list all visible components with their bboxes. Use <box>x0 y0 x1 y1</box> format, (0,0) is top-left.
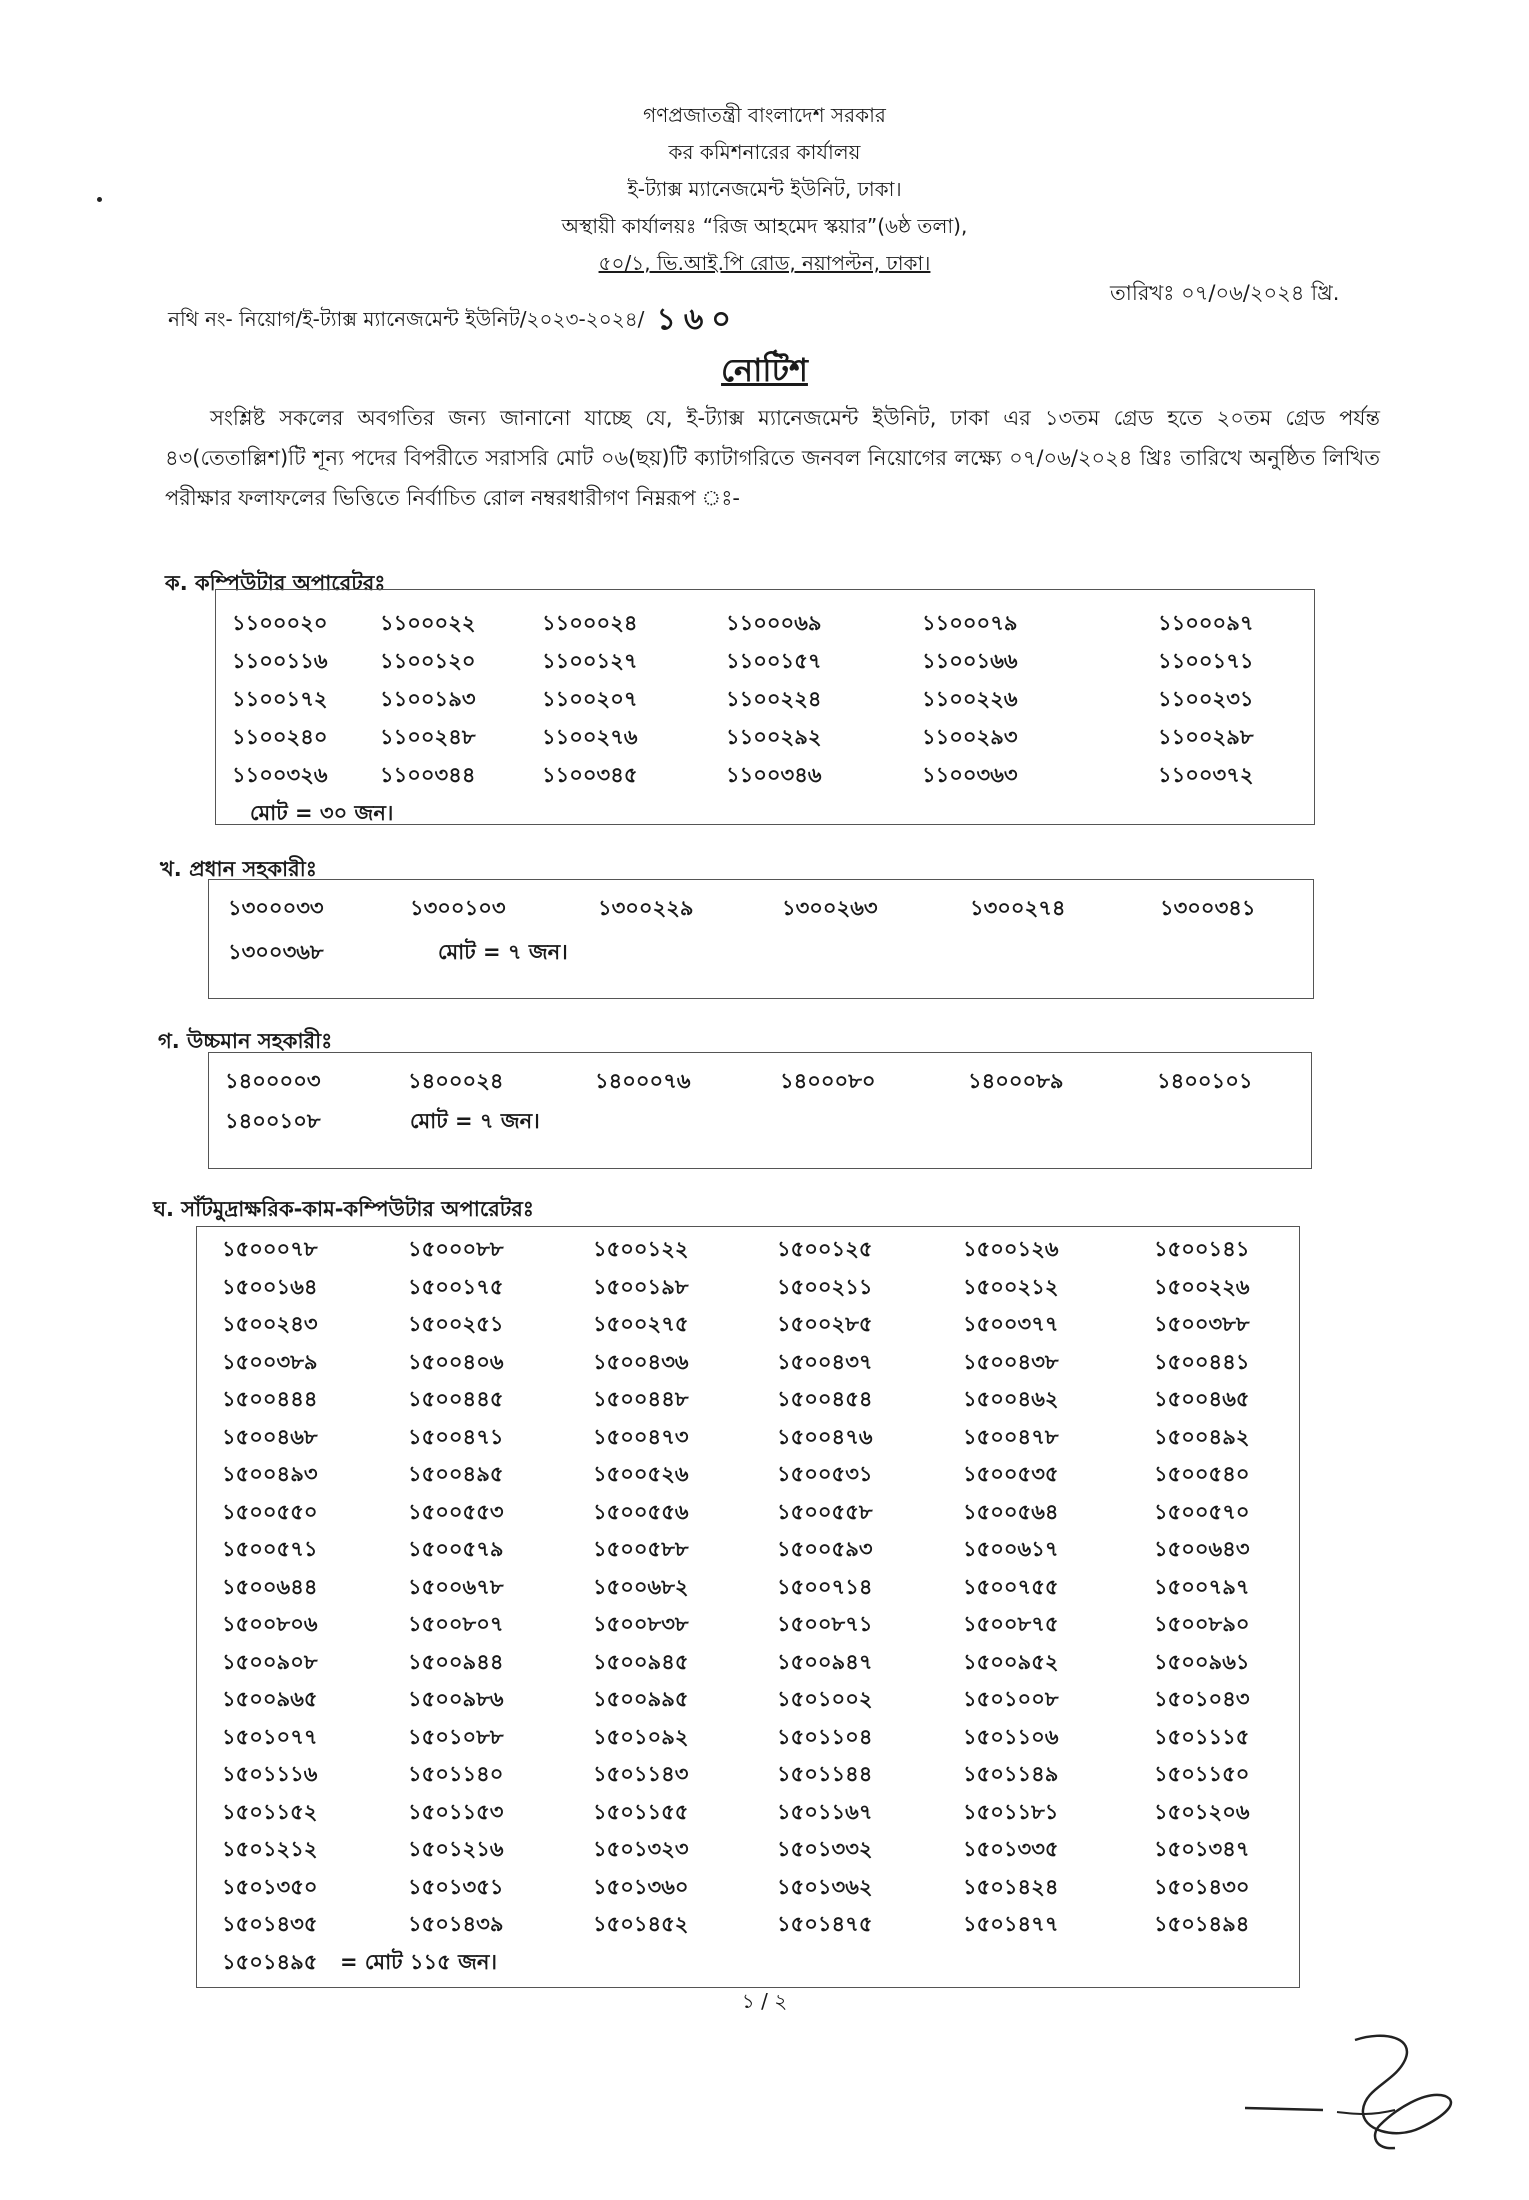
roll-number: ১৩০০০৩৩ <box>228 896 324 920</box>
roll-number: ১৫০০২৮৫ <box>777 1312 873 1336</box>
roll-number: ১৫০০৫৩১ <box>777 1462 873 1486</box>
header-line-4: অস্থায়ী কার্যালয়ঃ “রিজ আহমেদ স্কয়ার”(৬ষ্ঠ তলা), <box>561 214 968 238</box>
roll-number: ১৫০০৪৬২ <box>963 1387 1059 1411</box>
roll-number: ১৫০০৬৪৪ <box>222 1574 318 1599</box>
roll-number: ১৫০১৩৩২ <box>777 1837 873 1861</box>
roll-number: ১৫০০৭১৪ <box>777 1574 873 1599</box>
roll-number: ১৫০০৩৮৮ <box>1154 1312 1250 1336</box>
roll-number: ১১০০১৬৬ <box>922 649 1018 673</box>
roll-number: ১৫০১৪৭৫ <box>777 1912 873 1936</box>
roll-number: ১৫০০৯৪৭ <box>777 1649 873 1674</box>
roll-number: ১৫০১১১৬ <box>222 1762 318 1786</box>
page-number: ১ / ২ <box>741 1989 788 2013</box>
roll-number: ১৫০১১৪০ <box>408 1762 504 1786</box>
roll-number: ১১০০৩৪৬ <box>726 763 822 787</box>
roll-number: ১৫০০২৫১ <box>408 1312 504 1336</box>
roll-number: ১৫০০৪৪৪ <box>222 1387 318 1411</box>
roll-number: ১৫০১১৫৫ <box>593 1799 689 1824</box>
roll-number: ১৫০০৯৬৫ <box>222 1687 318 1711</box>
roll-number: ১৫০১১৬৭ <box>777 1799 873 1824</box>
roll-number: ১৪০০০০৩ <box>225 1069 321 1093</box>
roll-number: ১৫০০৪৩৮ <box>963 1349 1059 1374</box>
roll-number: ১৫০১১৮১ <box>963 1799 1059 1824</box>
header-line-3: ই-ট্যাক্স ম্যানেজমেন্ট ইউনিট, ঢাকা। <box>627 177 902 201</box>
roll-number: ১১০০২৪৮ <box>380 725 476 749</box>
roll-number: ১৫০০৪৫৪ <box>777 1387 873 1411</box>
section-title-head-assistant: খ. প্রধান সহকারীঃ <box>160 857 317 881</box>
roll-number: ১৫০০৬৮২ <box>593 1574 689 1599</box>
roll-number: ১৫০০৮৯০ <box>1154 1612 1250 1636</box>
roll-number: ১৫০০৪৪১ <box>1154 1349 1250 1374</box>
stray-dot <box>97 197 102 202</box>
roll-number: ১৫০০১২৬ <box>963 1237 1059 1261</box>
roll-number: ১৫০১১৫০ <box>1154 1762 1250 1786</box>
roll-number: ১৫০০৫৮৮ <box>593 1537 689 1561</box>
roll-number: ১৫০০৩৭৭ <box>963 1312 1059 1336</box>
roll-number: ১৫০১০০৮ <box>963 1687 1059 1711</box>
memo-prefix: নথি নং- নিয়োগ/ই-ট্যাক্স ম্যানেজমেন্ট ইউনিট/২০২৩-২০২৪/ <box>168 307 645 331</box>
roll-box-stenographer <box>196 1226 1300 1988</box>
address-text: ৫০/১, ভি.আই.পি রোড, নয়াপল্টন, ঢাকা। <box>598 251 931 275</box>
roll-number: ১৫০১৩৬০ <box>593 1874 689 1899</box>
roll-number: ১৫০০০৭৮ <box>222 1237 318 1261</box>
roll-number: ১৩০০২২৯ <box>598 896 694 920</box>
roll-number: ১৫০০৮৩৮ <box>593 1612 689 1636</box>
roll-number: ১৪০০০৮০ <box>780 1069 876 1093</box>
roll-number: ১৫০১২১৬ <box>408 1837 504 1861</box>
roll-number: ১৫০০৮০৬ <box>222 1612 318 1636</box>
roll-number: ১১০০২৩১ <box>1158 687 1254 711</box>
roll-number: ১৫০০৩৮৯ <box>222 1349 318 1374</box>
roll-number: ১৫০১১০৬ <box>963 1724 1059 1749</box>
roll-number: ১৫০১৩৫০ <box>222 1874 318 1899</box>
roll-number: ১৫০০২১১ <box>777 1274 873 1299</box>
roll-number: ১৫০০৯৪৫ <box>593 1649 689 1674</box>
roll-number: ১১০০১১৬ <box>232 649 328 673</box>
roll-number: ১১০০৩২৬ <box>232 763 328 787</box>
roll-number: ১৫০০৫৩৫ <box>963 1462 1059 1486</box>
roll-number: ১৫০০৪৭৩ <box>593 1424 689 1449</box>
roll-number: ১৫০০২৪৩ <box>222 1312 318 1336</box>
roll-number: ১৫০১১৫৩ <box>408 1799 504 1824</box>
roll-box-upper-division-assistant <box>208 1052 1312 1169</box>
roll-number: ১৫০০২৭৫ <box>593 1312 689 1336</box>
roll-number: ১৪০০১০৮ <box>225 1109 321 1133</box>
roll-number: ১৫০০৪৯৩ <box>222 1462 318 1486</box>
roll-number: ১১০০১৫৭ <box>726 649 822 673</box>
roll-number: ১৫০১০০২ <box>777 1687 873 1711</box>
roll-number: ১৩০০৩৬৮ <box>228 940 324 964</box>
roll-number: ১১০০৩৪৫ <box>542 763 638 787</box>
section-title-upper-division-assistant: গ. উচ্চমান সহকারীঃ <box>158 1029 333 1053</box>
roll-number: ১৪০০০২৪ <box>408 1069 504 1093</box>
header-line-1: গণপ্রজাতন্ত্রী বাংলাদেশ সরকার <box>643 103 886 127</box>
roll-number: ১৫০০৪৬৮ <box>222 1424 318 1449</box>
roll-number: ১৫০০১২২ <box>593 1237 689 1261</box>
roll-number: ১৫০০৯০৮ <box>222 1649 318 1674</box>
roll-number: ১৫০১২১২ <box>222 1837 318 1861</box>
roll-number: ১৫০০১৭৫ <box>408 1274 504 1299</box>
roll-number: ১১০০১৭২ <box>232 687 328 711</box>
roll-number: ১৫০০৯৬১ <box>1154 1649 1250 1674</box>
roll-number: ১৫০১৩৪৭ <box>1154 1837 1250 1861</box>
roll-number: ১৫০০৪৪৫ <box>408 1387 504 1411</box>
section-total: মোট = ৭ জন। <box>438 940 568 964</box>
roll-number: ১১০০২৯৩ <box>922 725 1018 749</box>
roll-number: ১৫০০৬৪৩ <box>1154 1537 1250 1561</box>
roll-number: ১৫০০৪৯৫ <box>408 1462 504 1486</box>
roll-number: ১৫০১১৪৩ <box>593 1762 689 1786</box>
roll-number: ১৫০০৯৪৪ <box>408 1649 504 1674</box>
header-line-2: কর কমিশনারের কার্যালয় <box>668 140 861 164</box>
roll-number: ১৫০১৪৩৯ <box>408 1912 504 1936</box>
roll-number: ১৫০০০৮৮ <box>408 1237 504 1261</box>
roll-number: ১১০০৩৪৪ <box>380 763 476 787</box>
roll-number: ১৫০০৫৫৮ <box>777 1499 873 1524</box>
roll-number: ১৫০০৪৪৮ <box>593 1387 689 1411</box>
notice-paragraph: সংশ্লিষ্ট সকলের অবগতির জন্য জানানো যাচ্ছে যে, ই-ট্যাক্স ম্যানেজমেন্ট ইউনিট, ঢাকা এর ১৩তম গ্রেড হতে ২০তম গ্রেড পর্যন্ত ৪৩(তেতাল্লিশ)টি শূন্য পদের বিপরীতে সরাসরি মোট ০৬(ছয়)টি ক্যাটাগরিতে জনবল নিয়োগের লক্ষ্যে ০৭/০৬/২০২৪ খ্রিঃ তারিখে অনুষ্ঠিত লিখিত পরীক্ষার ফলাফলের ভিত্তিতে নির্বাচিত রোল নম্বরধারীগণ নিম্নরূপ ঃ- <box>165 406 1380 510</box>
roll-number: ১৫০০৪৬৫ <box>1154 1387 1250 1411</box>
section-total: মোট = ৭ জন। <box>410 1109 540 1133</box>
roll-number: ১১০০০২০ <box>232 611 328 635</box>
header-line-5 <box>0 248 1529 278</box>
roll-number: ১১০০৩৬৩ <box>922 763 1018 787</box>
roll-number: ১১০০০২২ <box>380 611 476 635</box>
roll-number: ১৫০১০৯২ <box>593 1724 689 1749</box>
roll-number: ১৫০০৫৫০ <box>222 1499 318 1524</box>
notice-title-text: নোটিশ <box>721 351 808 389</box>
roll-number: ১৫০০৫৫৩ <box>408 1499 504 1524</box>
roll-number: ১১০০১২০ <box>380 649 476 673</box>
roll-number: ১৫০১১১৫ <box>1154 1724 1250 1749</box>
roll-number: ১৪০০০৮৯ <box>968 1069 1064 1093</box>
roll-number: ১৫০০১২৫ <box>777 1237 873 1261</box>
roll-number: ১৫০১১৪৯ <box>963 1762 1059 1786</box>
roll-number: ১৫০০৮৭৫ <box>963 1612 1059 1636</box>
roll-box-head-assistant <box>208 879 1314 999</box>
roll-number: ১৫০০৫৭১ <box>222 1537 318 1561</box>
roll-number: ১১০০২৭৬ <box>542 725 638 749</box>
roll-number: ১১০০২২৪ <box>726 687 822 711</box>
section-title-stenographer: ঘ. সাঁটমুদ্রাক্ষরিক-কাম-কম্পিউটার অপারেটরঃ <box>153 1197 535 1221</box>
roll-number: ১৫০০১৬৪ <box>222 1274 318 1299</box>
roll-number: ১১০০০২৪ <box>542 611 638 635</box>
roll-number: ১৫০০৮০৭ <box>408 1612 504 1636</box>
roll-number: ১১০০৩৭২ <box>1158 763 1254 787</box>
notice-date: তারিখঃ ০৭/০৬/২০২৪ খ্রি. <box>1110 281 1340 305</box>
roll-number: ১৫০১৪৩০ <box>1154 1874 1250 1899</box>
roll-number: ১৩০০২৬৩ <box>782 896 878 920</box>
roll-number: ১৫০১৪৩৫ <box>222 1912 318 1936</box>
roll-number: ১৫০০৫২৬ <box>593 1462 689 1486</box>
roll-number: ১৫০১০৮৮ <box>408 1724 504 1749</box>
roll-number: ১৫০০৪৯২ <box>1154 1424 1250 1449</box>
roll-number: ১৫০০৪৩৬ <box>593 1349 689 1374</box>
roll-number: ১৫০০৯৮৬ <box>408 1687 504 1711</box>
notice-title <box>0 345 1529 399</box>
roll-number: ১৫০১৩৬২ <box>777 1874 873 1899</box>
roll-number: ১১০০১২৭ <box>542 649 638 673</box>
section-total: মোট = ৩০ জন। <box>250 801 394 825</box>
roll-number: ১৫০০১৯৮ <box>593 1274 689 1299</box>
roll-number: ১১০০১৭১ <box>1158 649 1254 673</box>
roll-number: ১৫০০৪৭১ <box>408 1424 504 1449</box>
roll-number: ১৫০০৫৯৩ <box>777 1537 873 1561</box>
roll-number: ১৫০০২২৬ <box>1154 1274 1250 1299</box>
roll-number: ১১০০০৭৯ <box>922 611 1018 635</box>
roll-number: ১৫০১৪২৪ <box>963 1874 1059 1899</box>
roll-number: ১৫০০১৪১ <box>1154 1237 1250 1261</box>
roll-number: ১৫০০৭৯৭ <box>1154 1574 1250 1599</box>
roll-number: ১৫০০৯৯৫ <box>593 1687 689 1711</box>
roll-number: ১৫০১৪৫২ <box>593 1912 689 1936</box>
roll-number: ১৫০০৫৬৪ <box>963 1499 1059 1524</box>
roll-number: ১৫০০৫৫৬ <box>593 1499 689 1524</box>
roll-number: ১৫০০৬৭৮ <box>408 1574 504 1599</box>
roll-number: ১৫০০৬১৭ <box>963 1537 1059 1561</box>
roll-number: ১৫০১১৫২ <box>222 1799 318 1824</box>
roll-number: ১৫০১০৪৩ <box>1154 1687 1250 1711</box>
roll-number: ১৪০০০৭৬ <box>595 1069 691 1093</box>
roll-number: ১৫০০২১২ <box>963 1274 1059 1299</box>
roll-number: ১৫০১৪৯৫ <box>222 1949 318 1974</box>
roll-number: ১৫০০৮৭১ <box>777 1612 873 1636</box>
roll-number: ১৫০০৪৩৭ <box>777 1349 873 1374</box>
roll-number: ১৫০১১৪৪ <box>777 1762 873 1786</box>
roll-number: ১১০০২০৭ <box>542 687 638 711</box>
roll-number: ১১০০২২৬ <box>922 687 1018 711</box>
roll-number: ১৫০১৩৫১ <box>408 1874 504 1899</box>
roll-number: ১৩০০৩৪১ <box>1160 896 1256 920</box>
roll-number: ১৫০০৪৭৬ <box>777 1424 873 1449</box>
section-total: = মোট ১১৫ জন। <box>340 1949 497 1974</box>
roll-number: ১১০০১৯৩ <box>380 687 476 711</box>
roll-number: ১৫০০৪০৬ <box>408 1349 504 1374</box>
roll-number: ১৫০০৭৫৫ <box>963 1574 1059 1599</box>
roll-number: ১৫০১৪৯৪ <box>1154 1912 1250 1936</box>
roll-number: ১৫০০৫৪০ <box>1154 1462 1250 1486</box>
roll-number: ১৫০০৫৭০ <box>1154 1499 1250 1524</box>
roll-number: ১৪০০১০১ <box>1157 1069 1253 1093</box>
roll-number: ১১০০০৬৯ <box>726 611 822 635</box>
roll-number: ১৩০০২৭৪ <box>970 896 1066 920</box>
roll-number: ১৫০০৪৭৮ <box>963 1424 1059 1449</box>
memo-number: ১৬০ <box>656 302 739 337</box>
roll-number: ১১০০২৪০ <box>232 725 328 749</box>
roll-number: ১৫০১৩২৩ <box>593 1837 689 1861</box>
roll-number: ১৫০১১০৪ <box>777 1724 873 1749</box>
roll-number: ১৫০১৩৩৫ <box>963 1837 1059 1861</box>
memo-reference <box>168 295 739 346</box>
roll-number: ১৫০০৫৭৯ <box>408 1537 504 1561</box>
roll-number: ১৫০১০৭৭ <box>222 1724 318 1749</box>
roll-number: ১৫০১২০৬ <box>1154 1799 1250 1824</box>
signature <box>1245 2030 1475 2160</box>
roll-number: ১১০০২৯২ <box>726 725 822 749</box>
section-title-computer-operator: ক. কম্পিউটার অপারেটরঃ <box>165 571 386 595</box>
roll-number: ১১০০০৯৭ <box>1158 611 1254 635</box>
roll-number: ১৫০১৪৭৭ <box>963 1912 1059 1936</box>
roll-number: ১৩০০১০৩ <box>410 896 506 920</box>
roll-number: ১৫০০৯৫২ <box>963 1649 1059 1674</box>
roll-number: ১১০০২৯৮ <box>1158 725 1254 749</box>
